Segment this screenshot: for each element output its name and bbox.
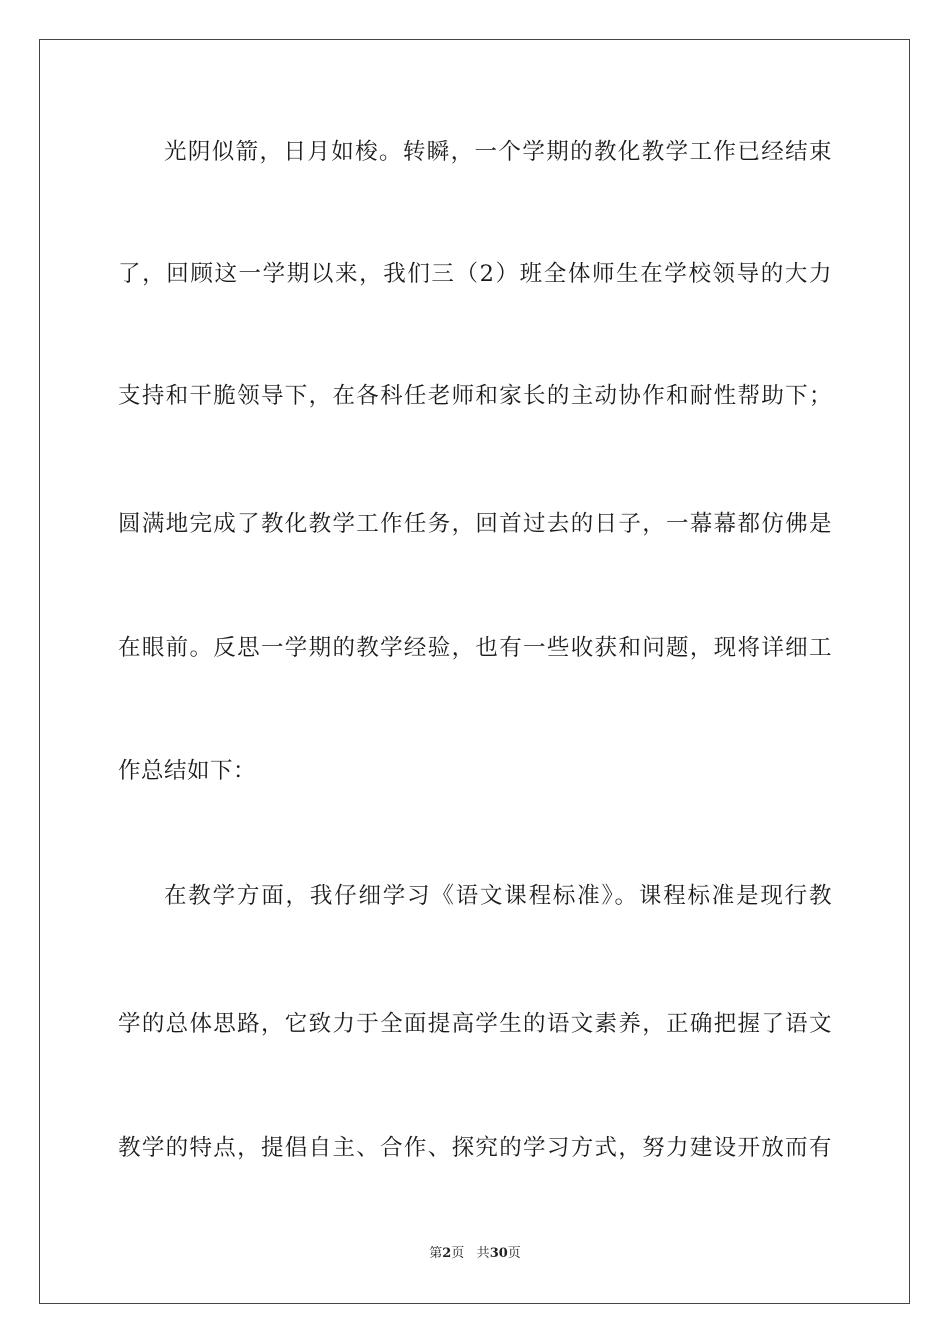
body-line-3: 支持和干脆领导下，在各科任老师和家长的主动协作和耐性帮助下； (118, 383, 832, 409)
footer-total-pages: 30 (489, 1246, 508, 1261)
footer-page-suffix: 页 (451, 1246, 465, 1261)
footer-total-suffix: 页 (507, 1246, 521, 1261)
body-line-5: 在眼前。反思一学期的教学经验，也有一些收获和问题，现将详细工 (118, 635, 832, 661)
footer-page-number: 2 (442, 1246, 452, 1261)
body-line-2: 了，回顾这一学期以来，我们三（2）班全体师生在学校领导的大力 (118, 261, 832, 287)
footer-total-prefix: 共 (476, 1246, 490, 1261)
body-line-9: 教学的特点，提倡自主、合作、探究的学习方式，努力建设开放而有 (118, 1135, 832, 1161)
body-line-4: 圆满地完成了教化教学工作任务，回首过去的日子，一幕幕都仿佛是 (118, 511, 832, 537)
page-border (39, 39, 910, 1304)
body-line-6: 作总结如下： (118, 758, 257, 784)
body-line-8: 学的总体思路，它致力于全面提高学生的语文素养，正确把握了语文 (118, 1011, 832, 1037)
footer-page-prefix: 第 (429, 1246, 443, 1261)
body-line-1: 光阴似箭，日月如梭。转瞬，一个学期的教化教学工作已经结束 (164, 139, 832, 165)
page-footer (0, 1245, 950, 1263)
body-line-7: 在教学方面，我仔细学习《语文课程标准》。课程标准是现行教 (164, 883, 832, 909)
